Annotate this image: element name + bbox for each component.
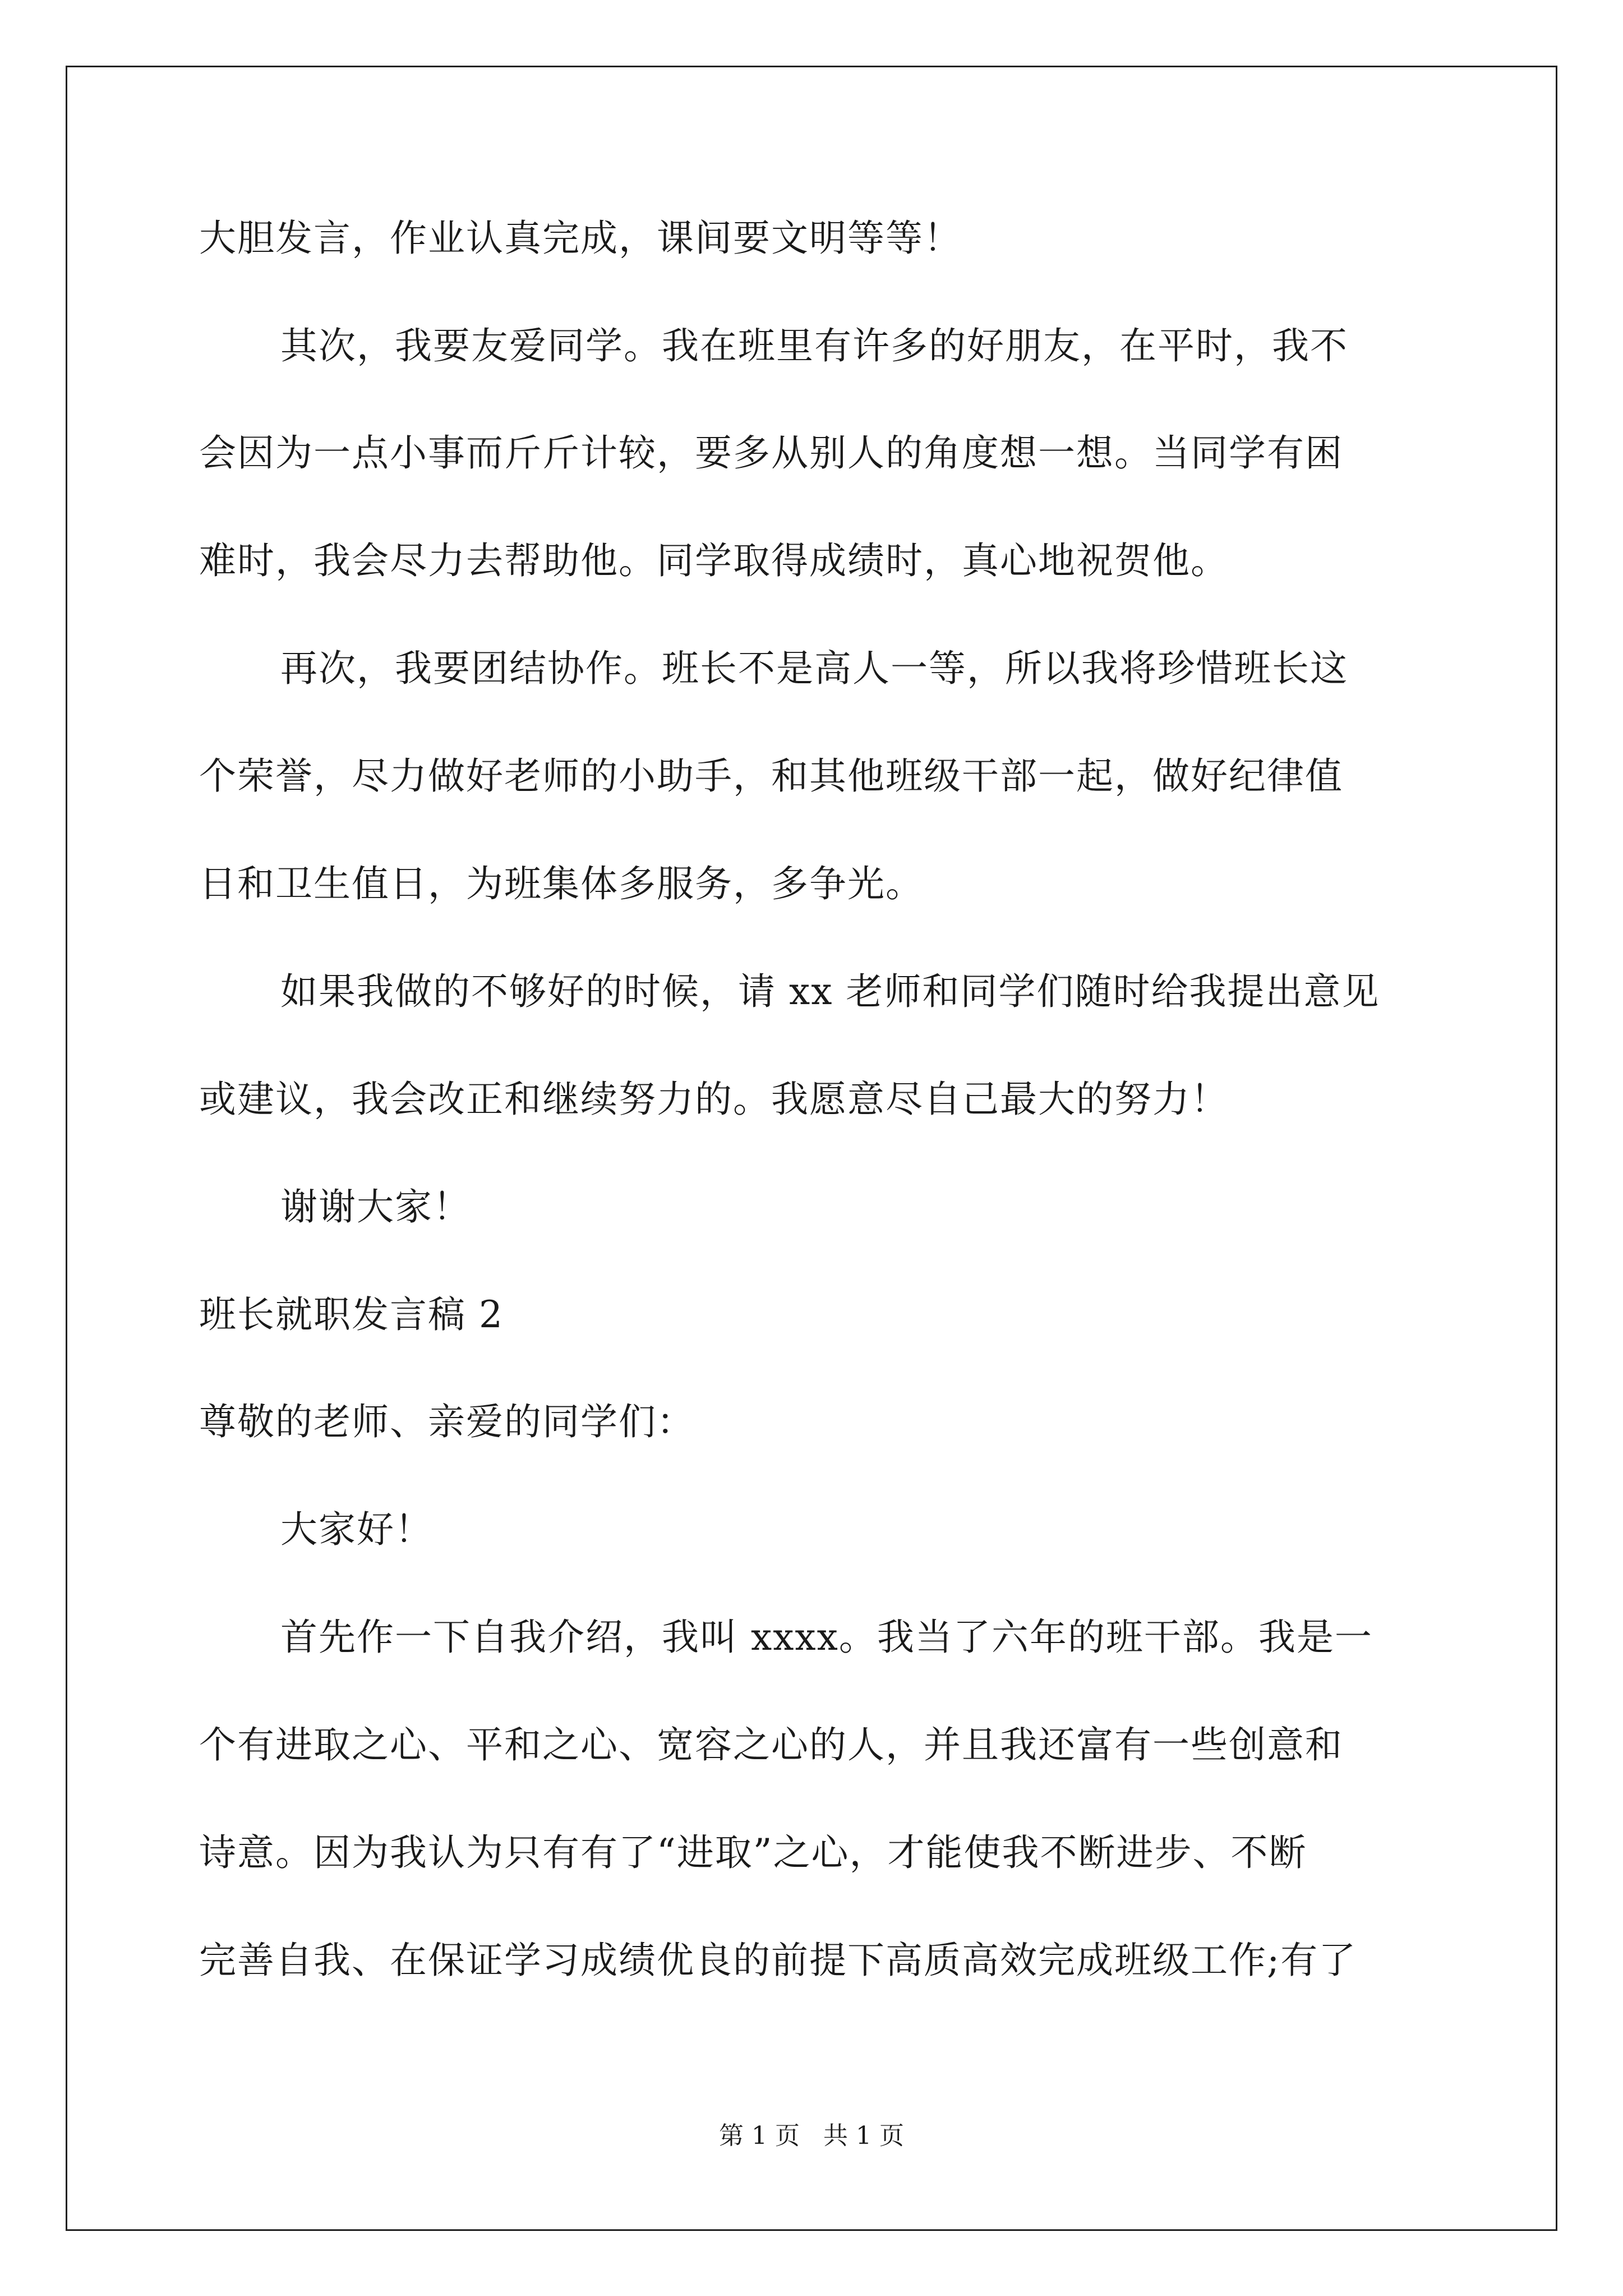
text-line: 或建议，我会改正和继续努力的。我愿意尽自己最大的努力！ — [199, 1078, 1229, 1121]
text-line: 完善自我、在保证学习成绩优良的前提下高质高效完成班级工作;有了 — [199, 1939, 1357, 1982]
section-heading: 班长就职发言稿 2 — [199, 1293, 504, 1336]
text-line: 日和卫生值日，为班集体多服务，多争光。 — [199, 862, 924, 905]
text-line: 会因为一点小事而斤斤计较，要多从别人的角度想一想。当同学有困 — [199, 431, 1343, 475]
text-line: 其次，我要友爱同学。我在班里有许多的好朋友，在平时，我不 — [280, 324, 1348, 367]
text-line: 个有进取之心、平和之心、宽容之心的人，并且我还富有一些创意和 — [199, 1723, 1343, 1766]
text-line: 再次，我要团结协作。班长不是高人一等，所以我将珍惜班长这 — [280, 647, 1348, 690]
text-line: 大胆发言，作业认真完成，课间要文明等等！ — [199, 217, 962, 260]
text-line: 谢谢大家！ — [280, 1185, 471, 1228]
page-border — [66, 66, 1557, 2231]
text-line: 个荣誉，尽力做好老师的小助手，和其他班级干部一起，做好纪律值 — [199, 754, 1343, 798]
text-line: 诗意。因为我认为只有有了“进取”之心，才能使我不断进步、不断 — [199, 1831, 1307, 1874]
greeting: 大家好！ — [280, 1508, 433, 1551]
page-number-footer: 第 1 页 共 1 页 — [719, 2122, 904, 2150]
text-line: 如果我做的不够好的时候，请 xx 老师和同学们随时给我提出意见 — [280, 970, 1380, 1013]
text-line: 难时，我会尽力去帮助他。同学取得成绩时，真心地祝贺他。 — [199, 539, 1229, 582]
text-line: 首先作一下自我介绍，我叫 xxxx。我当了六年的班干部。我是一 — [280, 1616, 1373, 1659]
salutation: 尊敬的老师、亲爱的同学们： — [199, 1400, 695, 1443]
